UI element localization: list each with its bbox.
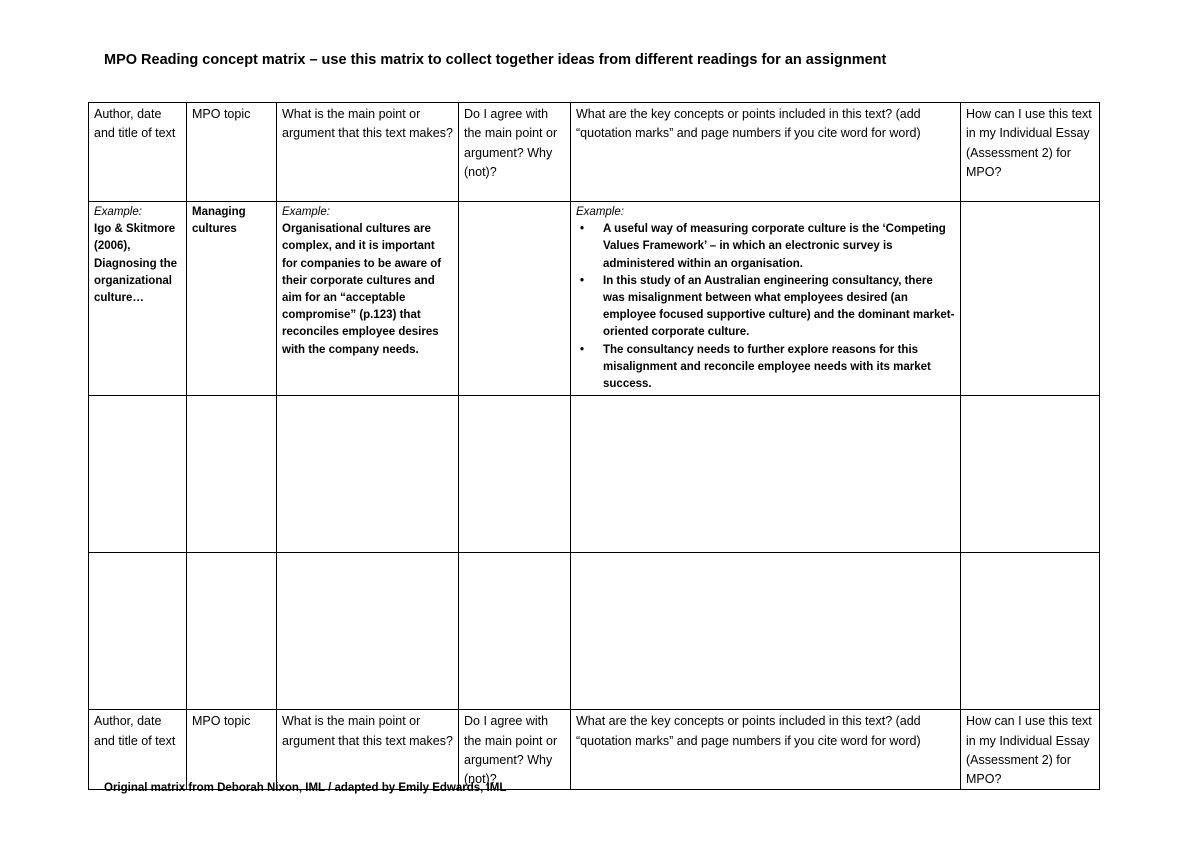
key-point-text: In this study of an Australian engineering consultancy, there was misalignment between what employees desired (an employee focused supportive culture) and the dominant market-oriented corporate culture.	[603, 274, 955, 339]
bullet-icon: •	[580, 274, 585, 287]
header-key-concepts: What are the key concepts or points included in this text? (add “quotation marks” and page numbers if you cite word for word)	[571, 103, 961, 202]
repeated-header-row	[89, 710, 1100, 790]
key-points-list	[576, 221, 955, 393]
key-point-item	[576, 342, 955, 394]
blank-row	[89, 396, 1100, 553]
key-point-text: A useful way of measuring corporate culture is the ‘Competing Values Framework’ – in which an electronic survey is administered within an organisation.	[603, 223, 946, 270]
blank-cell[interactable]	[89, 553, 187, 710]
blank-cell[interactable]	[187, 396, 277, 553]
blank-row	[89, 553, 1100, 710]
bullet-icon: •	[580, 223, 585, 236]
example-label: Example:	[282, 206, 330, 218]
example-author-cell	[89, 202, 187, 396]
key-point-item	[576, 221, 955, 273]
example-row	[89, 202, 1100, 396]
example-use	[961, 202, 1100, 396]
blank-cell[interactable]	[277, 396, 459, 553]
key-point-item	[576, 273, 955, 342]
header-use: How can I use this text in my Individual Essay (Assessment 2) for MPO?	[961, 710, 1100, 790]
header-agree: Do I agree with the main point or argument? Why (not)?	[459, 103, 571, 202]
example-main-point-cell	[277, 202, 459, 396]
blank-cell[interactable]	[571, 396, 961, 553]
blank-cell[interactable]	[459, 396, 571, 553]
example-label: Example:	[576, 206, 624, 218]
blank-cell[interactable]	[89, 396, 187, 553]
example-label: Example:	[94, 206, 142, 218]
blank-cell[interactable]	[459, 553, 571, 710]
example-agree	[459, 202, 571, 396]
document-title: MPO Reading concept matrix – use this matrix to collect together ideas from different readings for an assignment	[104, 52, 887, 68]
example-topic: Managing cultures	[187, 202, 277, 396]
header-topic: MPO topic	[187, 710, 277, 790]
bullet-icon: •	[580, 343, 585, 356]
reading-concept-matrix	[88, 102, 1100, 790]
header-topic: MPO topic	[187, 103, 277, 202]
example-author: Igo & Skitmore (2006), Diagnosing the organizational culture…	[94, 223, 178, 305]
header-author: Author, date and title of text	[89, 710, 187, 790]
header-main-point: What is the main point or argument that this text makes?	[277, 710, 459, 790]
footer-credit: Original matrix from Deborah Nixon, IML / adapted by Emily Edwards, IML	[104, 782, 507, 794]
blank-cell[interactable]	[961, 396, 1100, 553]
header-author: Author, date and title of text	[89, 103, 187, 202]
blank-cell[interactable]	[187, 553, 277, 710]
header-main-point: What is the main point or argument that this text makes?	[277, 103, 459, 202]
blank-cell[interactable]	[571, 553, 961, 710]
header-agree: Do I agree with the main point or argument? Why (not)?	[459, 710, 571, 790]
example-main-point: Organisational cultures are complex, and it is important for companies to be aware of their corporate cultures and aim for an “acceptable compromise” (p.123) that reconciles employee desires with the company needs.	[282, 223, 442, 356]
header-use: How can I use this text in my Individual Essay (Assessment 2) for MPO?	[961, 103, 1100, 202]
blank-cell[interactable]	[277, 553, 459, 710]
key-point-text: The consultancy needs to further explore reasons for this misalignment and reconcile employee needs with its market success.	[603, 343, 931, 391]
header-row	[89, 103, 1100, 202]
header-key-concepts: What are the key concepts or points included in this text? (add “quotation marks” and page numbers if you cite word for word)	[571, 710, 961, 790]
blank-cell[interactable]	[961, 553, 1100, 710]
example-key-points-cell	[571, 202, 961, 396]
